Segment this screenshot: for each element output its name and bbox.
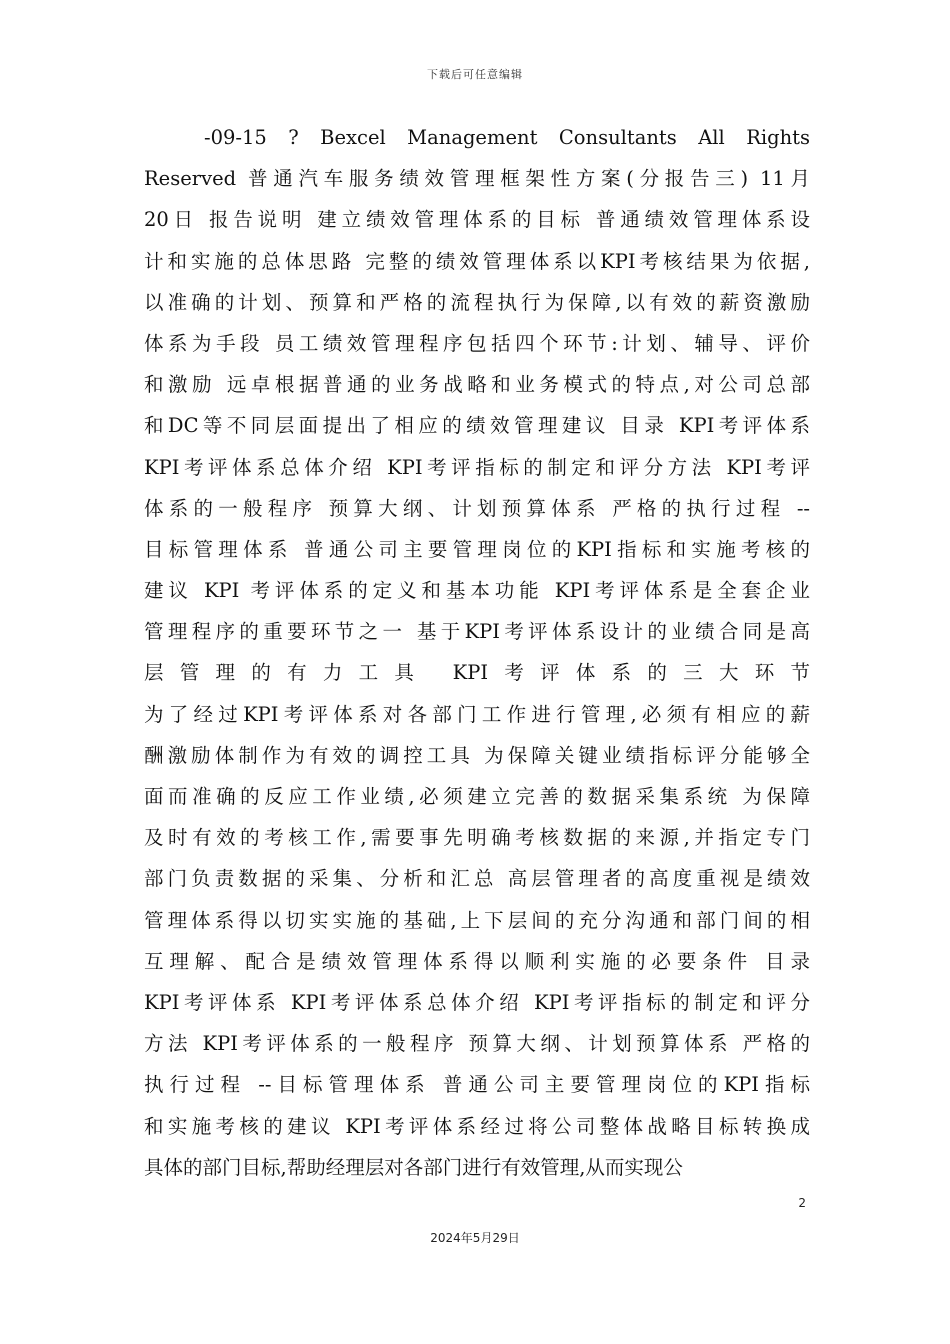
text-line: 建议 KPI 考评体系的定义和基本功能 KPI考评体系是全套企业 <box>144 579 810 603</box>
text-line: 目标管理体系 普通公司主要管理岗位的KPI指标和实施考核的 <box>144 537 810 561</box>
text-line: 部门负责数据的采集、分析和汇总 高层管理者的高度重视是绩效 <box>144 867 810 891</box>
page-number: 2 <box>798 1196 806 1210</box>
text-line: 和激励 远卓根据普通的业务战略和业务模式的特点,对公司总部 <box>144 373 810 397</box>
text-line: 体系的一般程序 预算大纲、计划预算体系 严格的执行过程 -- <box>144 496 810 520</box>
text-line: 管理程序的重要环节之一 基于KPI考评体系设计的业绩合同是高 <box>144 620 810 644</box>
text-line: 互理解、配合是绩效管理体系得以顺利实施的必要条件 目录 <box>144 949 810 973</box>
text-line: 具体的部门目标,帮助经理层对各部门进行有效管理,从而实现公 <box>144 1155 683 1179</box>
text-line: 方法 KPI考评体系的一般程序 预算大纲、计划预算体系 严格的 <box>144 1032 810 1056</box>
text-line: 管理体系得以切实实施的基础,上下层间的充分沟通和部门间的相 <box>144 908 810 932</box>
text-line: KPI考评体系 KPI考评体系总体介绍 KPI考评指标的制定和评分 <box>144 990 810 1014</box>
text-line: 计和实施的总体思路 完整的绩效管理体系以KPI考核结果为依据, <box>144 249 810 273</box>
text-line: 及时有效的考核工作,需要事先明确考核数据的来源,并指定专门 <box>144 826 810 850</box>
text-line: 酬激励体制作为有效的调控工具 为保障关键业绩指标评分能够全 <box>144 743 810 767</box>
page-header: 下载后可任意编辑 <box>427 68 523 81</box>
text-line: 和实施考核的建议 KPI考评体系经过将公司整体战略目标转换成 <box>144 1114 810 1138</box>
page-footer-date: 2024年5月29日 <box>430 1231 520 1245</box>
text-line: KPI考评体系总体介绍 KPI考评指标的制定和评分方法 KPI考评 <box>144 455 810 479</box>
text-line: 以准确的计划、预算和严格的流程执行为保障,以有效的薪资激励 <box>144 290 810 314</box>
text-line: 面而准确的反应工作业绩,必须建立完善的数据采集系统 为保障 <box>144 785 810 808</box>
text-line: 20日 报告说明 建立绩效管理体系的目标 普通绩效管理体系设 <box>144 208 810 232</box>
text-line: Reserved 普通汽车服务绩效管理框架性方案(分报告三) 11月 <box>144 167 810 191</box>
text-line: 执行过程 --目标管理体系 普通公司主要管理岗位的KPI指标 <box>144 1073 810 1097</box>
document-body <box>144 117 810 1188</box>
text-line: 和DC等不同层面提出了相应的绩效管理建议 目录 KPI考评体系 <box>144 414 810 438</box>
text-line: 为了经过KPI考评体系对各部门工作进行管理,必须有相应的薪 <box>144 702 810 726</box>
text-line: 层管理的有力工具 KPI考评体系的三大环节 <box>144 661 810 685</box>
text-line: -09-15 ? Bexcel Management Consultants All Rights <box>204 126 810 149</box>
text-line: 体系为手段 员工绩效管理程序包括四个环节:计划、辅导、评价 <box>144 331 810 355</box>
